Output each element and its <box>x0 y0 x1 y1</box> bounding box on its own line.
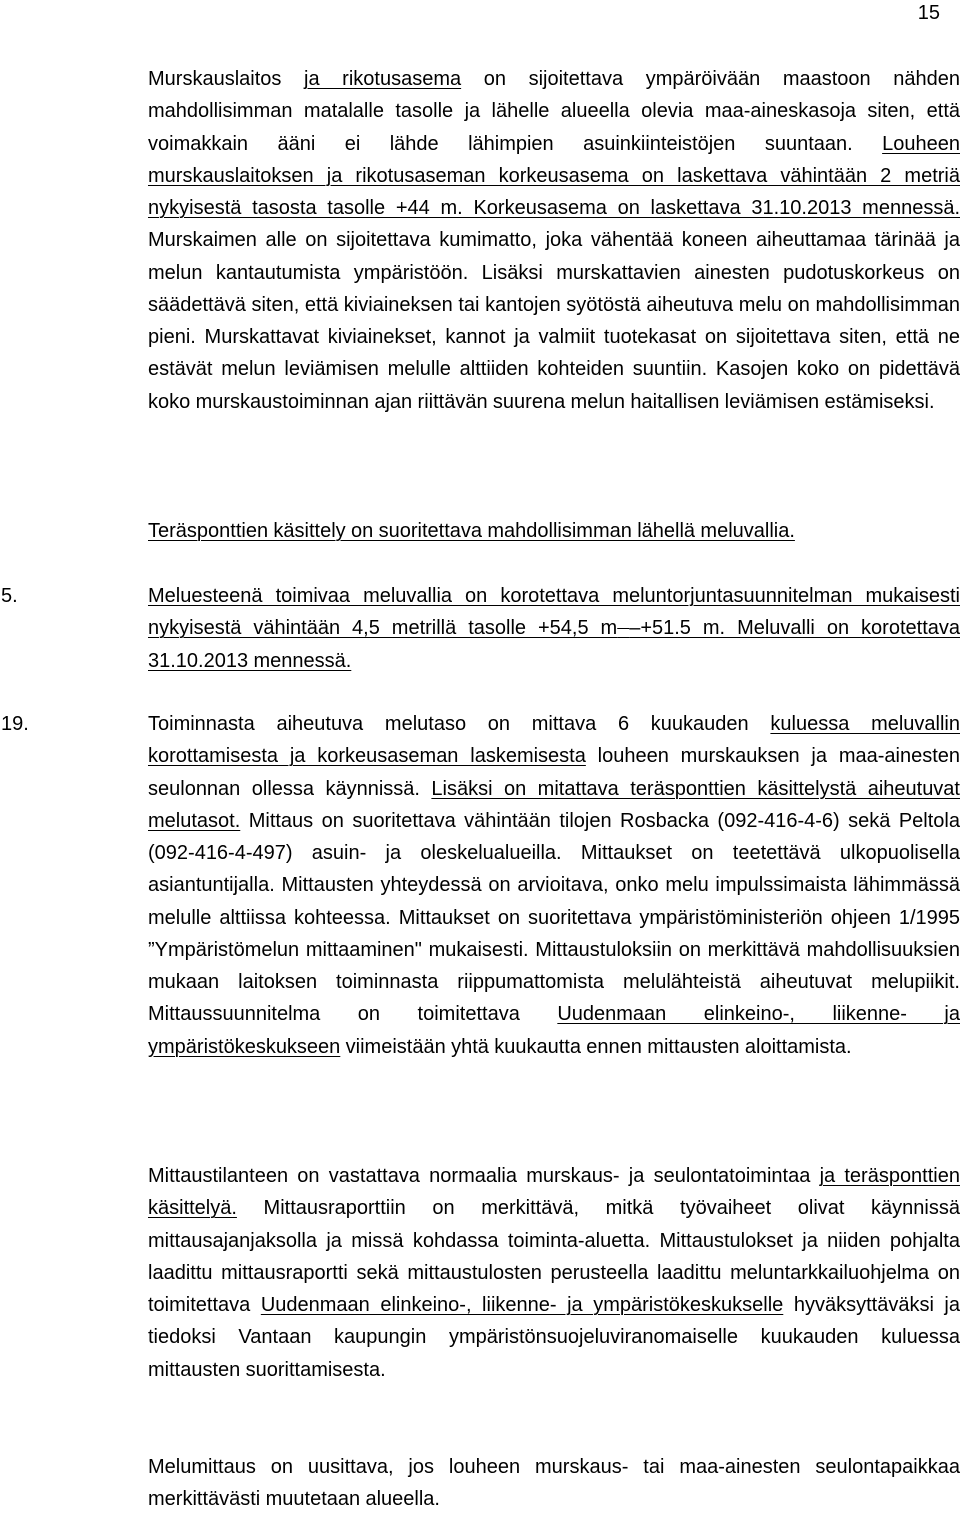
underlined-text-run: kuluessa meluvallin korottamisesta ja korkeusaseman laskemisesta <box>148 713 960 768</box>
page-number: 15 <box>917 2 940 24</box>
paragraph-measurement-conditions <box>148 1160 960 1386</box>
text-run: Murskaimen alle on sijoitettava kumimatto, joka vähentää koneen aiheuttamaa tärinää ja melun kantautumista ympäristöön. Lisäksi murskattavien ainesten pudotuskorkeus on säädettävä siten, että kiviaineksen tai kantojen syötöstä aiheutuva melu on mahdollisimman pieni. Murskattavat kiviainekset, kannot ja valmiit tuotekasat on sijoitettava siten, että ne estävät melun leviämisen melulle alttiiden kohteiden suuntiin. Kasojen koko on pidettävä koko murskaustoiminnan ajan riittävän suurena melun haitallisen leviämisen estämiseksi. <box>148 229 960 413</box>
text-run: on sijoitettava ympäröivään maastoon nähden mahdollisimman matalalle tasolle ja lähelle alueella olevia maa-aineskasoja siten, että voimakkain ääni ei lähde lähimpien asuinkiinteistöjen suuntaan. <box>148 68 960 155</box>
paragraph-remeasurement <box>148 1451 960 1516</box>
underlined-text-run: ja rikotusasema <box>304 68 462 90</box>
text-run: Mittausraporttiin on merkittävä, mitkä työvaiheet olivat käynnissä mittausajanjaksolla ja missä kohdassa toiminta-aluetta. Mittaustulokset ja niiden pohjalta laadittu mittausraportti sekä mittaustulosten perusteella laadittu meluntarkkailuohjelma on toimitettava <box>148 1197 960 1316</box>
text-run: Murskauslaitos <box>148 68 304 90</box>
text-run: Mittaustilanteen on vastattava normaalia murskaus- ja seulontatoimintaa <box>148 1165 820 1187</box>
text-run: louheen murskauksen ja maa-ainesten seulonnan ollessa käynnissä. <box>148 745 960 800</box>
underlined-text-run: ja teräsponttien käsittelyä. <box>148 1165 960 1220</box>
underlined-text-run: Louheen murskauslaitoksen ja rikotusaseman korkeusasema on laskettava vähintään 2 metriä nykyisestä tasosta tasolle +44 m. Korkeusasema on laskettava 31.10.2013 mennessä. <box>148 132 960 219</box>
item-19-text <box>148 708 960 1063</box>
item-5-text <box>148 580 960 677</box>
underlined-text-run: Uudenmaan elinkeino-, liikenne- ja ympäristökeskukselle <box>260 1294 784 1316</box>
text-run: viimeistään yhtä kuukautta ennen mittausten aloittamista. <box>340 1035 852 1058</box>
text-run: Toiminnasta aiheutuva melutaso on mittava 6 kuukauden <box>148 713 771 735</box>
paragraph-crusher-placement <box>148 63 960 418</box>
underlined-text-run: –+51.5 m. Meluvalli on korotettava 31.10.2013 mennessä. <box>148 617 960 672</box>
underlined-text-run: Lisäksi on mitattava teräsponttien käsittelystä aiheutuvat melutasot. <box>148 777 960 832</box>
item-number: 5. <box>1 585 18 607</box>
paragraph-sheet-piles <box>148 515 960 547</box>
struck-text-run <box>617 617 629 639</box>
text-run: Melumittaus on uusittava, jos louheen murskaus- tai maa-ainesten seulontapaikkaa merkittävästi muutetaan alueella. <box>148 1456 960 1511</box>
underlined-text-run: Uudenmaan elinkeino-, liikenne- ja ympäristökeskukseen <box>148 1003 960 1058</box>
underlined-text-run: Meluesteenä toimivaa meluvallia on korotettava meluntorjuntasuunnitelman mukaisesti nykyisestä vähintään 4,5 metrillä tasolle +54,5 m <box>148 585 960 640</box>
underlined-text-run: Teräsponttien käsittely on suoritettava mahdollisimman lähellä meluvallia. <box>148 520 795 542</box>
text-run: Mittaus on suoritettava vähintään tilojen Rosbacka (092-416-4-6) sekä Peltola (092-416-4-497) asuin- ja oleskelualueilla. Mittaukset on teetettävä ulkopuolisella asiantuntijalla. Mittausten yhteydessä on arvioitava, onko melu impulssimaista lähimmässä melulle alttiissa kohteessa. Mittaukset on suoritettava ympäristöministeriön ohjeen 1/1995 ”Ympäristömelun mittaaminen" mukaisesti. Mittaustuloksiin on merkittävä mahdollisuuksien mukaan laitoksen toiminnasta riippumattomista melulähteistä aiheutuvat melupiikit. Mittaussuunnitelma on toimitettava <box>148 809 960 1026</box>
item-number: 19. <box>1 713 29 735</box>
text-run: hyväksyttäväksi ja tiedoksi Vantaan kaupungin ympäristönsuojeluviranomaiselle kuukauden kuluessa mittausten suorittamisesta. <box>148 1294 960 1381</box>
